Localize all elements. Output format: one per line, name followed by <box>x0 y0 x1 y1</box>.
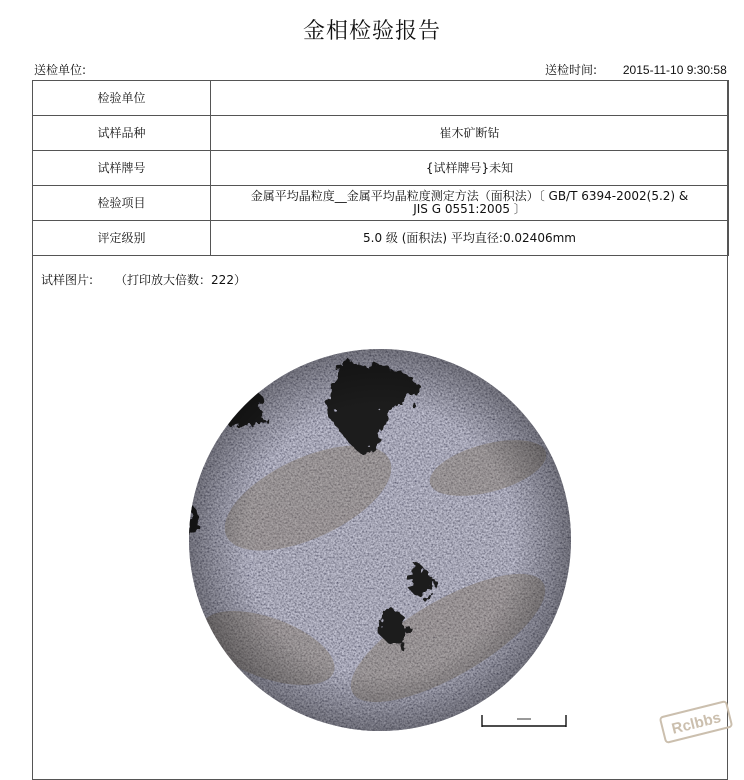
test-item-line1: 金属平均晶粒度__金属平均晶粒度测定方法（面积法）〔 GB/T 6394-2002(5.2) & <box>250 189 689 203</box>
row-value-rating-grade: 5.0 级 (面积法) 平均直径:0.02406mm <box>211 221 729 256</box>
print-magnification: （打印放大倍数：222） <box>115 273 246 287</box>
sender-field <box>34 61 86 78</box>
table-row <box>33 151 729 186</box>
submit-time-field <box>545 61 727 78</box>
row-value-inspection-unit <box>211 81 729 116</box>
info-table <box>32 80 729 256</box>
sample-picture-caption <box>41 271 246 288</box>
test-item-line2: JIS G 0551:2005 〕 <box>413 202 526 216</box>
table-row <box>33 116 729 151</box>
submit-time-label: 送检时间: <box>545 63 598 77</box>
row-value-sample-type: 崔木矿断钻 <box>211 116 729 151</box>
watermark-stamp <box>654 697 738 747</box>
sample-picture-label: 试样图片: <box>41 273 94 287</box>
report-title: 金相检验报告 <box>302 19 441 44</box>
row-value-test-item <box>211 186 729 221</box>
sender-label: 送检单位: <box>34 63 87 77</box>
scale-bar <box>481 712 567 728</box>
table-row <box>33 186 729 221</box>
row-label-inspection-unit: 检验单位 <box>33 81 211 116</box>
svg-text:Rclbbs: Rclbbs <box>670 709 723 738</box>
row-label-rating-grade: 评定级别 <box>33 221 211 256</box>
row-label-test-item: 检验项目 <box>33 186 211 221</box>
micrograph-image <box>188 348 572 732</box>
submit-time-value: 2015-11-10 9:30:58 <box>622 63 727 77</box>
table-row <box>33 221 729 256</box>
row-label-sample-type: 试样品种 <box>33 116 211 151</box>
table-row <box>33 81 729 116</box>
row-label-sample-grade: 试样牌号 <box>33 151 211 186</box>
row-value-sample-grade: {试样牌号}未知 <box>211 151 729 186</box>
watermark-logo <box>654 697 738 747</box>
